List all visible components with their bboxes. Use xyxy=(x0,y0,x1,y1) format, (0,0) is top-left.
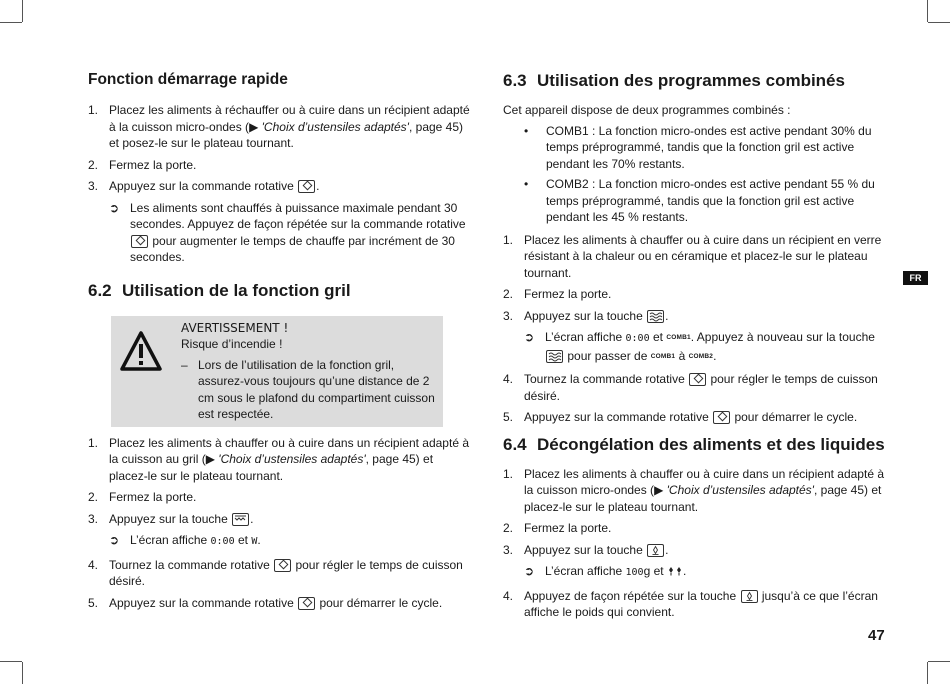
result-note xyxy=(524,329,888,365)
page-number: 47 xyxy=(868,627,885,644)
step-number: 1. xyxy=(88,103,99,117)
step-text: Tournez la commande rotative xyxy=(524,372,685,386)
arrow-right-icon: ▶ xyxy=(249,119,259,134)
rotary-knob-icon xyxy=(713,411,730,424)
warning-box xyxy=(111,316,443,427)
section-title-grill xyxy=(88,280,473,302)
list-item xyxy=(503,588,888,621)
note-text: L’écran affiche xyxy=(545,330,623,344)
step-text: pour régler le temps de cuisson désiré. xyxy=(524,372,878,403)
crop-mark xyxy=(0,661,22,662)
lcd-comb1-display: COMB1 xyxy=(650,352,676,360)
list-item xyxy=(503,466,888,516)
step-text: . xyxy=(665,542,669,557)
combi-key-icon xyxy=(546,350,563,363)
grill-steps xyxy=(88,435,473,528)
warning-title: AVERTISSEMENT ! xyxy=(181,320,289,335)
step-number: 5. xyxy=(503,410,514,424)
defrost-key-icon xyxy=(741,590,758,603)
combi-steps xyxy=(503,232,888,325)
lcd-grill-symbol: W xyxy=(251,536,258,547)
defrost-symbol-icon xyxy=(667,566,683,576)
note-text: et xyxy=(653,564,664,578)
lcd-comb1-display: COMB1 xyxy=(666,334,691,341)
rotary-knob-icon xyxy=(274,559,291,572)
crop-mark xyxy=(927,662,928,684)
list-item xyxy=(503,308,888,325)
section-number: 6.3 xyxy=(503,71,527,90)
warning-triangle-icon xyxy=(119,330,163,372)
right-column xyxy=(503,70,888,626)
warning-item xyxy=(181,357,435,423)
step-text: Appuyez sur la touche xyxy=(524,542,643,557)
note-text: pour passer de xyxy=(567,348,648,363)
step-text: pour régler le temps de cuisson désiré. xyxy=(109,557,463,588)
note-text: . xyxy=(713,348,717,363)
list-item xyxy=(503,176,888,226)
step-text: Appuyez sur la touche xyxy=(524,308,643,323)
list-item xyxy=(88,157,473,174)
list-item xyxy=(88,511,473,528)
step-text: . xyxy=(316,179,320,193)
step-number: 4. xyxy=(503,588,514,603)
bullet: • xyxy=(524,123,529,138)
step-text: Appuyez sur la commande rotative xyxy=(109,179,294,193)
note-text: . xyxy=(257,533,261,547)
step-number: 3. xyxy=(88,179,99,193)
step-text: jusqu’à ce que l’écran affiche le poids qui convient. xyxy=(524,588,878,619)
step-text: Fermez la porte. xyxy=(109,157,197,172)
rotary-knob-icon xyxy=(689,373,706,386)
step-text: Appuyez sur la touche xyxy=(109,511,228,526)
step-text: Fermez la porte. xyxy=(524,521,612,535)
weight-unit: g xyxy=(643,564,651,578)
warning-text: Lors de l’utilisation de la fonction gril, assurez-vous toujours qu’une distance de 2 cm sous le plafond du compartiment cuisson est respectée. xyxy=(198,357,435,421)
list-item xyxy=(88,489,473,506)
result-note xyxy=(109,200,473,266)
result-note xyxy=(524,563,888,582)
result-arrow-icon: ➲ xyxy=(109,533,120,547)
step-number: 1. xyxy=(503,466,514,481)
section-number: 6.2 xyxy=(88,280,112,300)
rotary-knob-icon xyxy=(298,597,315,610)
combi-steps-continued xyxy=(503,371,888,426)
crop-mark xyxy=(22,0,23,22)
list-item xyxy=(503,123,888,173)
crop-mark xyxy=(0,22,22,23)
step-number: 3. xyxy=(503,542,514,557)
step-text: . xyxy=(665,308,669,323)
step-text: Placez les aliments à chauffer ou à cuire dans un récipient adapté à la cuisson au gril ( xyxy=(109,435,469,466)
step-text: Appuyez de façon répétée sur la touche xyxy=(524,588,737,603)
bullet-text: COMB1 : La fonction micro-ondes est active pendant 30% du temps préprogrammé, tandis que la fonction gril est active pendant les 70% restants. xyxy=(546,123,872,171)
note-text: . xyxy=(682,564,687,578)
lcd-time-display: 0:00 xyxy=(210,536,235,547)
note-text: et xyxy=(652,330,663,344)
step-number: 4. xyxy=(88,557,99,572)
step-text: Placez les aliments à chauffer ou à cuire dans un récipient adapté à la cuisson micro-ondes ( xyxy=(524,466,884,497)
cross-reference: 'Choix d’ustensiles adaptés' xyxy=(218,452,366,466)
step-number: 2. xyxy=(503,287,514,301)
note-text: et xyxy=(237,533,248,547)
step-number: 5. xyxy=(88,595,99,610)
step-text: Appuyez sur la commande rotative xyxy=(524,410,709,424)
step-number: 3. xyxy=(88,511,99,526)
lcd-weight-display: 100 xyxy=(625,567,644,578)
warning-subtitle: Risque d’incendie ! xyxy=(181,337,283,351)
crop-mark xyxy=(928,22,950,23)
cross-reference: 'Choix d’ustensiles adaptés' xyxy=(666,483,814,497)
list-item xyxy=(88,557,473,590)
list-item xyxy=(503,232,888,282)
lcd-comb2-display: COMB2 xyxy=(688,352,714,360)
note-text: Les aliments sont chauffés à puissance maximale pendant 30 secondes. Appuyez de façon répétée sur la commande rotative xyxy=(130,200,466,231)
step-number: 1. xyxy=(503,232,514,247)
step-number: 1. xyxy=(88,435,99,450)
note-text: à xyxy=(678,348,686,363)
rotary-knob-icon xyxy=(298,180,315,193)
step-text: , page 45) et placez-le sur le plateau tournant. xyxy=(109,452,434,483)
step-number: 3. xyxy=(503,308,514,323)
step-text: Placez les aliments à réchauffer ou à cuire dans un récipient adapté à la cuisson micro-ondes ( xyxy=(109,103,470,134)
result-arrow-icon: ➲ xyxy=(524,330,535,344)
crop-mark xyxy=(928,661,950,662)
step-text: Tournez la commande rotative xyxy=(109,557,270,572)
section-intro: Cet appareil dispose de deux programmes combinés : xyxy=(503,103,791,117)
section-title-text: Utilisation des programmes combinés xyxy=(537,71,845,90)
note-text: L’écran affiche xyxy=(545,564,623,578)
list-item xyxy=(503,371,888,404)
defrost-key-icon xyxy=(647,544,664,557)
combi-program-list xyxy=(503,123,888,226)
arrow-right-icon: ▶ xyxy=(205,452,215,466)
step-text: Placez les aliments à chauffer ou à cuire dans un récipient en verre résistant à la chaleur ou en céramique et placez-le sur le plateau tournant. xyxy=(524,232,882,280)
step-number: 2. xyxy=(503,521,514,535)
section-title-text: Décongélation des aliments et des liquides xyxy=(537,434,885,454)
step-number: 4. xyxy=(503,372,514,386)
crop-mark xyxy=(927,0,928,22)
list-item xyxy=(503,409,888,426)
section-title-defrost xyxy=(503,434,888,456)
section-title-text: Utilisation de la fonction gril xyxy=(122,280,351,300)
step-number: 2. xyxy=(88,490,99,504)
note-text: pour augmenter le temps de chauffe par incrément de 30 secondes. xyxy=(130,233,455,264)
step-text: . xyxy=(250,511,254,526)
list-item xyxy=(88,435,473,485)
arrow-right-icon: ▶ xyxy=(654,483,664,497)
step-text: , page 45) et posez-le sur le plateau tournant. xyxy=(109,119,464,150)
step-text: pour démarrer le cycle. xyxy=(734,410,858,424)
defrost-steps-continued xyxy=(503,588,888,621)
note-text: L’écran affiche xyxy=(130,533,208,547)
list-item xyxy=(503,542,888,559)
list-item xyxy=(88,178,473,195)
list-item xyxy=(503,286,888,303)
language-tab: FR xyxy=(903,271,928,285)
defrost-steps xyxy=(503,466,888,559)
list-item xyxy=(88,595,473,612)
step-text: , page 45) et placez-le sur le plateau tournant. xyxy=(524,483,882,514)
list-item xyxy=(88,102,473,152)
result-arrow-icon: ➲ xyxy=(524,564,535,578)
lcd-time-display: 0:00 xyxy=(625,333,650,344)
bullet: • xyxy=(524,177,529,191)
step-text: Fermez la porte. xyxy=(109,490,197,504)
left-column xyxy=(88,70,473,616)
quick-start-title: Fonction démarrage rapide xyxy=(88,71,288,88)
grill-steps-continued xyxy=(88,557,473,612)
note-text: . Appuyez à nouveau sur la touche xyxy=(690,330,875,344)
step-text: Fermez la porte. xyxy=(524,287,612,301)
quick-start-steps xyxy=(88,102,473,195)
crop-mark xyxy=(22,662,23,684)
step-number: 2. xyxy=(88,157,99,172)
combi-key-icon xyxy=(647,310,664,323)
section-title-combi xyxy=(503,70,888,92)
list-item xyxy=(503,520,888,537)
grill-key-icon xyxy=(232,513,249,526)
section-number: 6.4 xyxy=(503,434,527,454)
cross-reference: 'Choix d’ustensiles adaptés' xyxy=(261,119,409,134)
step-text: pour démarrer le cycle. xyxy=(319,595,443,610)
rotary-knob-icon xyxy=(131,235,148,248)
dash-bullet: – xyxy=(181,357,188,372)
result-arrow-icon: ➲ xyxy=(109,200,120,215)
result-note xyxy=(109,532,473,551)
step-text: Appuyez sur la commande rotative xyxy=(109,595,294,610)
bullet-text: COMB2 : La fonction micro-ondes est active pendant 55 % du temps préprogrammé, tandis que la fonction gril est active pendant les 45 % restants. xyxy=(546,177,875,224)
